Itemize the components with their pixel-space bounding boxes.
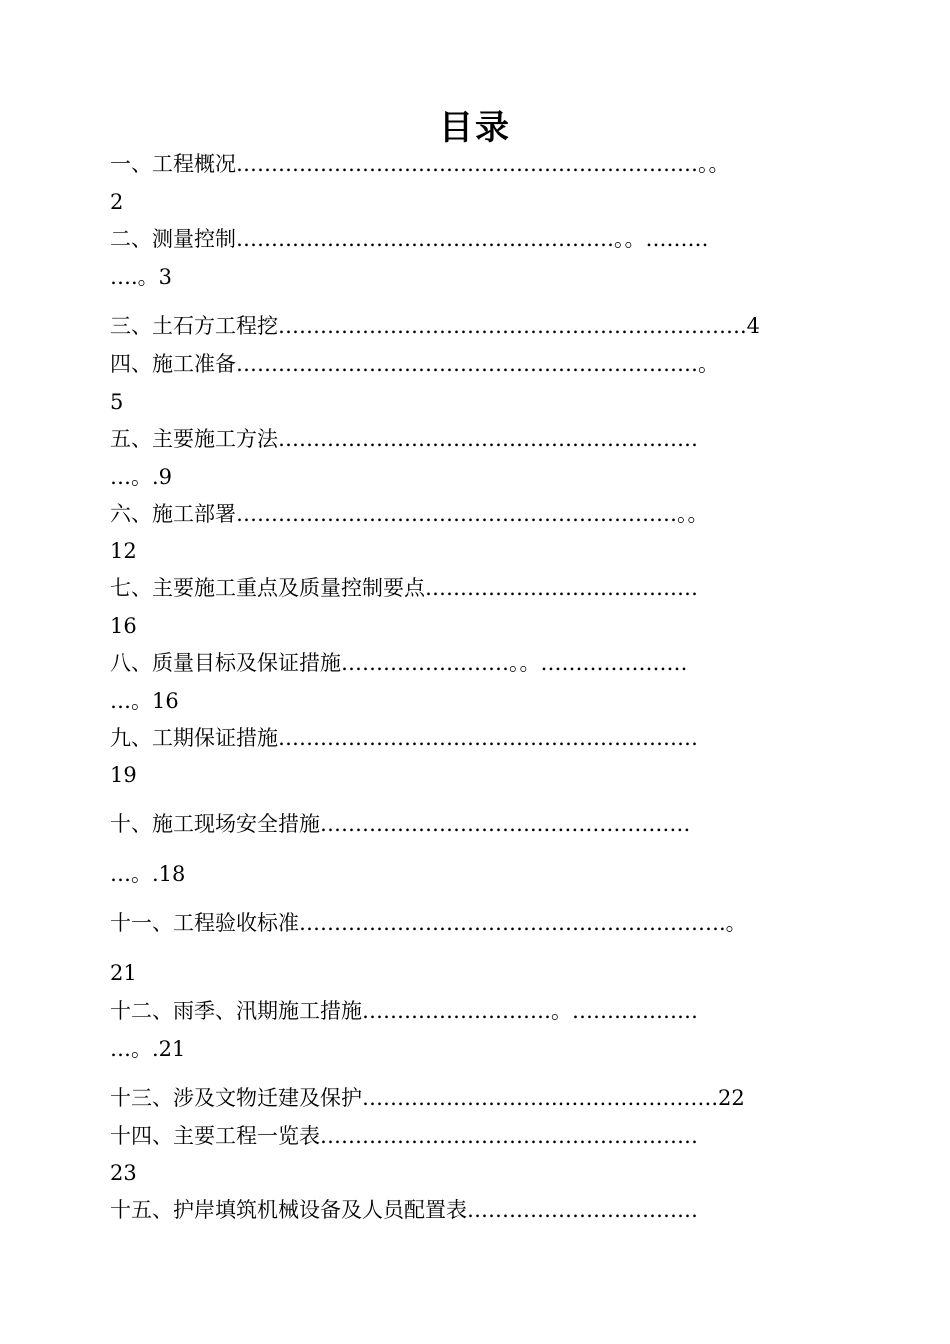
toc-entry-9: 九、工期保证措施……………………………………………………	[110, 726, 698, 750]
toc-entry-7: 七、主要施工重点及质量控制要点…………………………………	[110, 576, 698, 600]
toc-page-number: 5	[110, 390, 124, 414]
toc-entry-10: 十、施工现场安全措施…………………………..…………………	[110, 812, 691, 836]
toc-entry-6: 六、施工部署………………………………………………………。。	[110, 502, 709, 526]
toc-page-number: 23	[110, 1161, 137, 1185]
toc-entry-14: 十四、主要工程一览表………………………………………………	[110, 1124, 698, 1148]
toc-entry-continuation: …。16	[110, 689, 179, 713]
toc-entry-4: 四、施工准备…………………………………………………………。	[110, 352, 719, 376]
toc-entry-continuation: …。.9	[110, 465, 173, 489]
toc-entry-13: 十三、涉及文物迁建及保护………………………..………………….22	[110, 1086, 745, 1110]
toc-page-number: 19	[110, 763, 137, 787]
toc-entry-12: 十二、雨季、汛期施工措施………………………。………………	[110, 999, 698, 1023]
toc-title: 目录	[439, 108, 511, 148]
toc-entry-5: 五、主要施工方法……………………………………………………	[110, 427, 698, 451]
toc-entry-11: 十一、工程验收标准…………………………………………………….。	[110, 911, 747, 935]
toc-page-number: 12	[110, 539, 137, 563]
toc-entry-3: 三、土石方工程挖………………………………………………………….4	[110, 314, 761, 338]
toc-entry-1: 一、工程概况…………………………………………………………。。	[110, 152, 730, 176]
toc-page-number: 16	[110, 614, 137, 638]
toc-entry-2: 二、测量控制………………………………………………。。………	[110, 227, 709, 251]
toc-entry-8: 八、质量目标及保证措施……………………。。…………………	[110, 651, 688, 675]
toc-page-number: 2	[110, 190, 124, 214]
toc-page-number: 21	[110, 961, 137, 985]
toc-entry-continuation: ….。3	[110, 265, 173, 289]
toc-entry-continuation: …。.21	[110, 1037, 186, 1061]
toc-entry-15: 十五、护岸填筑机械设备及人员配置表……………………………	[110, 1198, 698, 1222]
toc-entry-continuation: …。.18	[110, 862, 186, 886]
